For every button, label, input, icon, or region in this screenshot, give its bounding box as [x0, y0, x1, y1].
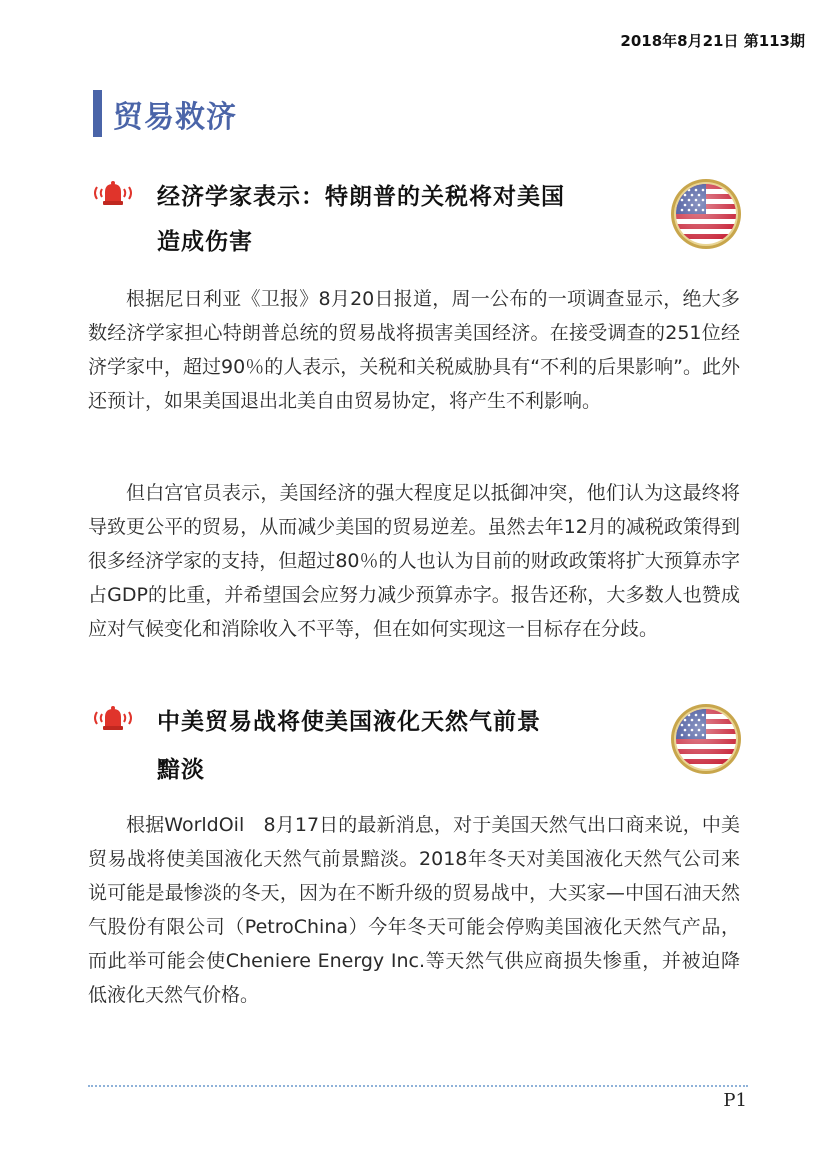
alarm-bell-icon	[90, 703, 136, 733]
article-title-line-2: 黯淡	[157, 757, 205, 783]
article-2-paragraph-1: 根据WorldOil 8月17日的最新消息，对于美国天然气出口商来说，中美贸易战将使美国液化天然气前景黯淡。2018年冬天对美国液化天然气公司来说可能是最惨淡的冬天，因为在不断升级的贸易战中，大买家—中国石油天然气股份有限公司（PetroChina）今年冬天可能会停购美国液化天然气产品，而此举可能会使Cheniere Energy Inc.等天然气供应商损失惨重，并被迫降低液化天然气价格。	[88, 814, 740, 1006]
us-flag-icon	[670, 178, 742, 250]
header-date: 2018年8月21日 第113期	[620, 32, 805, 50]
article-1-heading	[90, 178, 750, 258]
page-number: P1	[723, 1090, 747, 1111]
us-flag-icon	[670, 703, 742, 775]
article-1-paragraph-2: 但白宫官员表示，美国经济的强大程度足以抵御冲突，他们认为这最终将导致更公平的贸易，从而减少美国的贸易逆差。虽然去年12月的减税政策得到很多经济学家的支持，但超过80％的人也认为目前的财政政策将扩大预算赤字占GDP的比重，并希望国会应努力减少预算赤字。报告还称，大多数人也赞成应对气候变化和消除收入不平等，但在如何实现这一目标存在分歧。	[88, 482, 740, 640]
article-title-line-2: 造成伤害	[157, 229, 253, 255]
article-title-line-1: 经济学家表示：特朗普的关税将对美国	[157, 184, 565, 210]
article-1-paragraph-1: 根据尼日利亚《卫报》8月20日报道，周一公布的一项调查显示，绝大多数经济学家担心特朗普总统的贸易战将损害美国经济。在接受调查的251位经济学家中，超过90％的人表示，关税和关税威胁具有“不利的后果影响”。此外还预计，如果美国退出北美自由贸易协定，将产生不利影响。	[88, 288, 740, 412]
alarm-bell-icon	[90, 178, 136, 208]
article-title-line-1: 中美贸易战将使美国液化天然气前景	[157, 709, 541, 735]
article-2-heading	[90, 703, 750, 783]
section-title: 贸易救济	[113, 100, 237, 135]
section-bar	[93, 90, 102, 137]
footer-divider	[88, 1085, 748, 1087]
